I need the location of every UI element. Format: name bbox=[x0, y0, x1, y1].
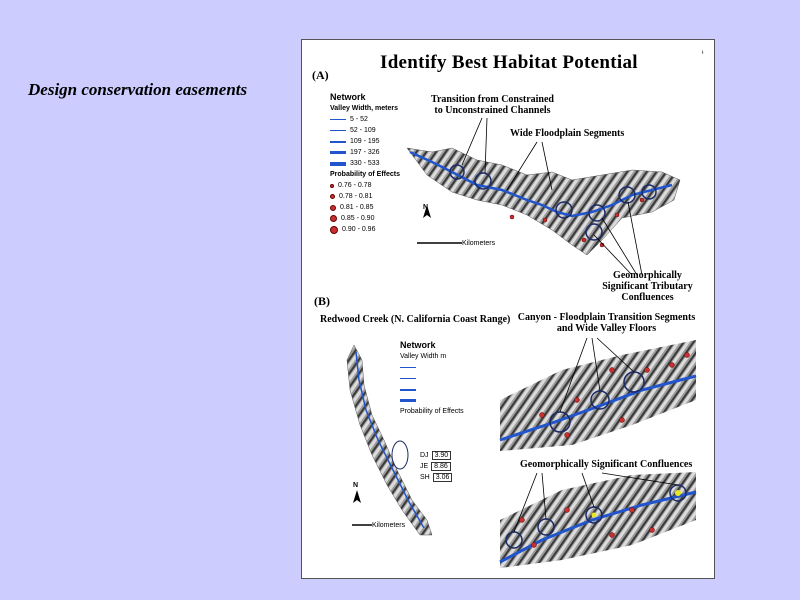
callout-tributary: Geomorphically Significant Tributary Confluences bbox=[602, 270, 693, 303]
legend-a bbox=[330, 92, 400, 235]
legend-width-row: 330 - 533 bbox=[330, 158, 400, 169]
legend-width-row: 52 - 109 bbox=[330, 125, 400, 136]
legend-b-probability: Probability of Effects bbox=[400, 408, 464, 415]
legend-b-network: Network bbox=[400, 340, 436, 350]
legend-prob-row: 0.81 - 0.85 bbox=[330, 202, 400, 213]
legend-width-row: 5 - 52 bbox=[330, 114, 400, 125]
legend-a-valley-width: Valley Width, meters bbox=[330, 105, 399, 112]
habitat-figure-panel bbox=[301, 39, 715, 579]
stat-row: SH 3.06 bbox=[420, 472, 452, 483]
legend-prob-row: 0.78 - 0.81 bbox=[330, 191, 400, 202]
callout-canyon: Canyon - Floodplain Transition Segments and Wide Valley Floors bbox=[517, 312, 696, 334]
inset-canyon-floodplain bbox=[500, 338, 696, 451]
stat-row: JE 8.86 bbox=[420, 461, 452, 472]
north-label-b: N bbox=[353, 482, 359, 489]
slide-caption: Design conservation easements bbox=[28, 80, 248, 99]
legend-prob-row: 0.90 - 0.96 bbox=[330, 224, 400, 235]
scale-label-a: Kilometers bbox=[462, 240, 496, 247]
panel-label-b: (B) bbox=[314, 294, 330, 308]
legend-a-probability: Probability of Effects bbox=[330, 171, 401, 178]
stats-box bbox=[420, 450, 452, 483]
legend-width-row: 109 - 195 bbox=[330, 136, 400, 147]
stat-row: DJ 3.90 bbox=[420, 450, 452, 461]
legend-prob-row: 0.85 - 0.90 bbox=[330, 213, 400, 224]
callout-transition: Transition from Constrained to Unconstrained Channels bbox=[431, 94, 554, 116]
legend-prob-row: 0.76 - 0.78 bbox=[330, 180, 400, 191]
legend-width-row: 197 - 326 bbox=[330, 147, 400, 158]
callout-confluences: Geomorphically Significant Confluences bbox=[520, 459, 693, 470]
panel-label-a: (A) bbox=[312, 68, 329, 82]
north-label-a: N bbox=[423, 204, 429, 211]
north-arrow-b bbox=[353, 490, 361, 503]
figure-title: Identify Best Habitat Potential bbox=[380, 52, 638, 73]
legend-b-valley-width: Valley Width m bbox=[400, 353, 447, 360]
corner-mark: ᵢ bbox=[702, 46, 704, 55]
map-a-terrain bbox=[407, 148, 680, 255]
callout-floodplain: Wide Floodplain Segments bbox=[510, 128, 625, 139]
legend-a-network: Network bbox=[330, 92, 366, 102]
inset-confluences bbox=[500, 470, 696, 568]
legend-b bbox=[400, 340, 464, 417]
location-label: Redwood Creek (N. California Coast Range) bbox=[320, 314, 511, 325]
scale-label-b: Kilometers bbox=[372, 522, 406, 529]
